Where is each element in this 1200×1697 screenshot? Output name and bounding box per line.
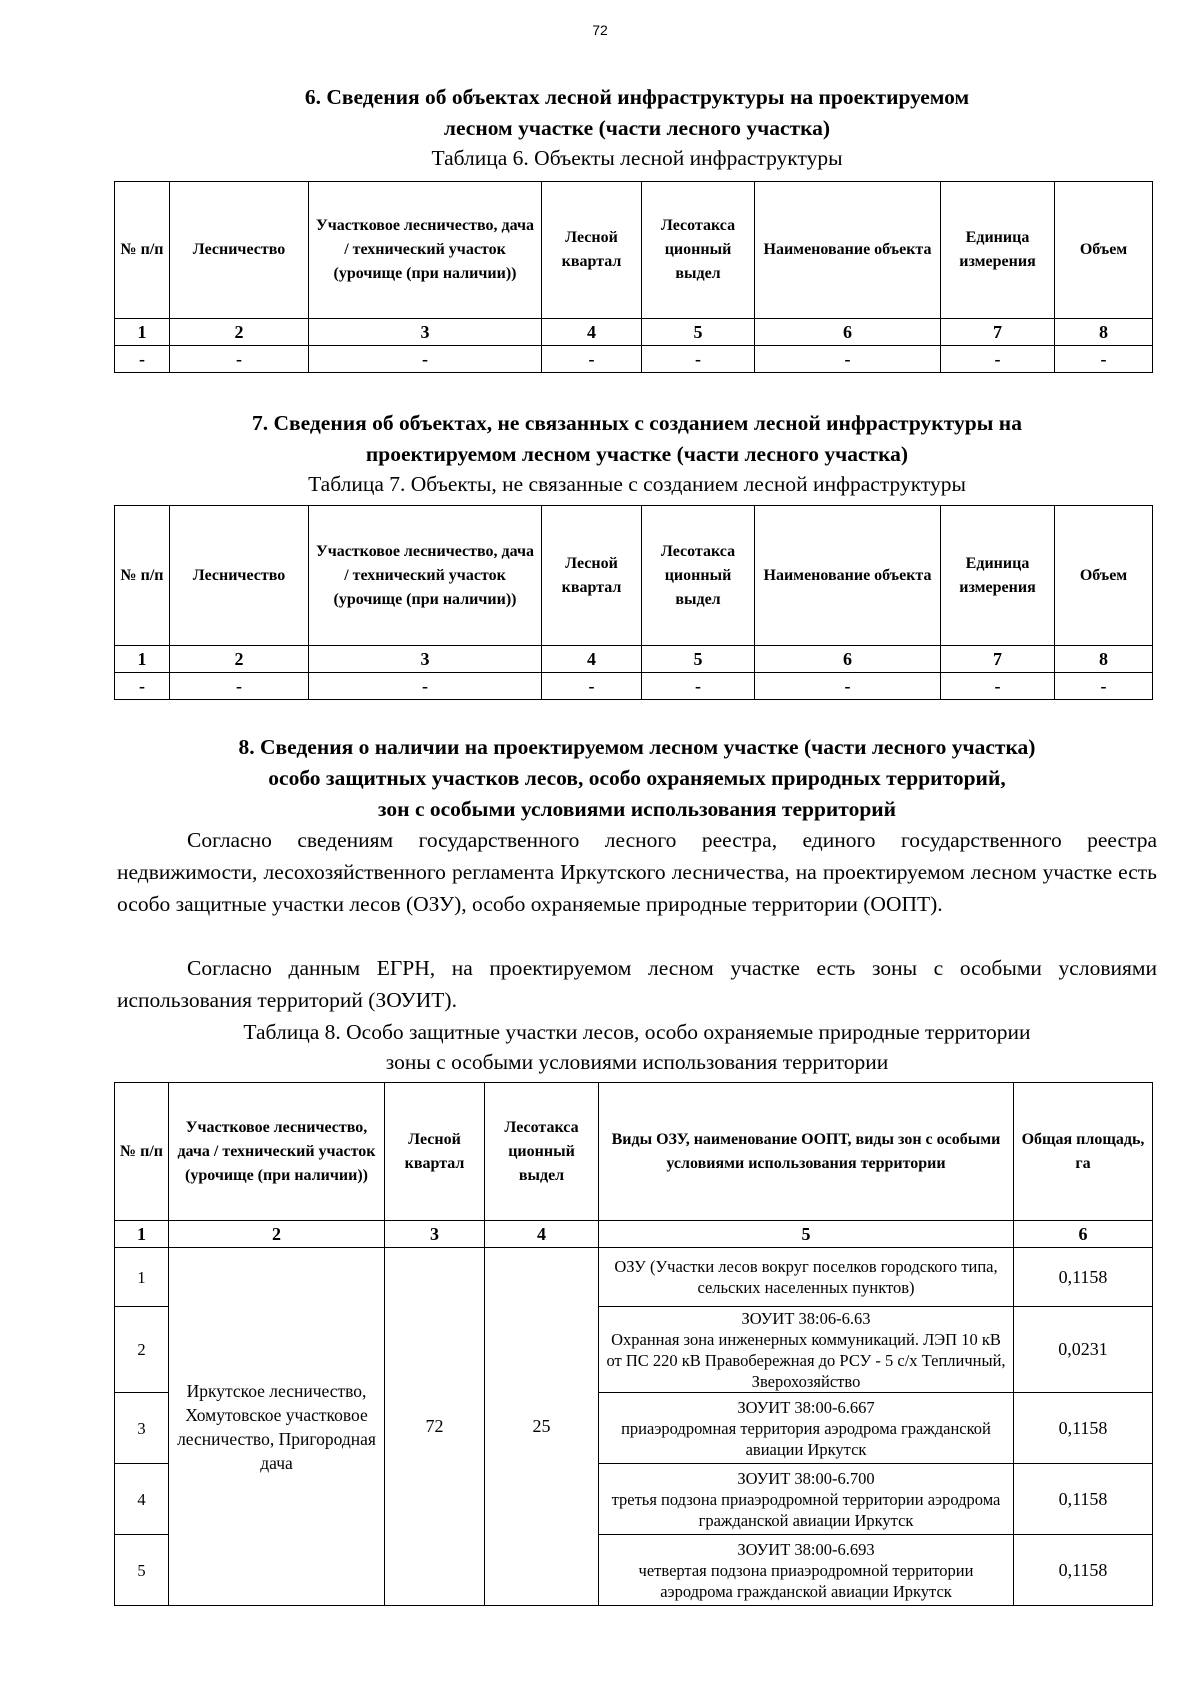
table8-area-cell: 0,1158 <box>1014 1393 1153 1464</box>
table7-cell: - <box>170 673 309 700</box>
table6-number-cell: 2 <box>170 319 309 346</box>
table6-number-row <box>115 319 1153 346</box>
table7-number-cell: 7 <box>941 646 1055 673</box>
table6-cell: - <box>642 346 755 373</box>
table7-header-cell: Лесотакса ционный выдел <box>642 506 755 646</box>
table6-cell: - <box>170 346 309 373</box>
table7 <box>114 505 1153 700</box>
table8 <box>114 1082 1153 1606</box>
table6-number-cell: 5 <box>642 319 755 346</box>
table6 <box>114 181 1153 373</box>
table7-cell: - <box>542 673 642 700</box>
table6-number-cell: 4 <box>542 319 642 346</box>
table7-number-cell: 4 <box>542 646 642 673</box>
table8-row-number: 1 <box>115 1248 169 1307</box>
table6-caption: Таблица 6. Объекты лесной инфраструктуры <box>431 146 843 170</box>
table8-type-cell: ЗОУИТ 38:00-6.667 приаэродромная территория аэродрома гражданской авиации Иркутск <box>599 1393 1014 1464</box>
table6-number-cell: 3 <box>309 319 542 346</box>
table7-cell: - <box>941 673 1055 700</box>
table8-number-cell: 3 <box>385 1221 485 1248</box>
table6-cell: - <box>309 346 542 373</box>
section6-heading <box>117 82 1157 144</box>
section8-heading-line3: зон с особыми условиями использования территорий <box>377 797 897 821</box>
table-row <box>115 1248 1153 1307</box>
table6-header-cell: Участковое лесничество, дача / технический участок (урочище (при наличии)) <box>309 182 542 319</box>
table7-number-cell: 5 <box>642 646 755 673</box>
table6-header-cell: № п/п <box>115 182 170 319</box>
table-row <box>115 346 1153 373</box>
table8-header-cell: Лесной квартал <box>385 1083 485 1221</box>
table8-caption-line1: Таблица 8. Особо защитные участки лесов, особо охраняемые природные территории <box>243 1020 1031 1044</box>
table6-number-cell: 7 <box>941 319 1055 346</box>
table7-header-cell: Лесной квартал <box>542 506 642 646</box>
table7-number-cell: 2 <box>170 646 309 673</box>
table7-number-cell: 3 <box>309 646 542 673</box>
table8-type-cell: ЗОУИТ 38:06-6.63 Охранная зона инженерных коммуникаций. ЛЭП 10 кВ от ПС 220 кВ Правобережная до РСУ - 5 с/х Тепличный, Зверохозяйство <box>599 1307 1014 1393</box>
table8-area-cell: 0,1158 <box>1014 1248 1153 1307</box>
table7-caption: Таблица 7. Объекты, не связанные с созданием лесной инфраструктуры <box>308 472 966 496</box>
section7-heading <box>117 408 1157 470</box>
table7-cell: - <box>642 673 755 700</box>
section7-heading-line1: 7. Сведения об объектах, не связанных с созданием лесной инфраструктуры на <box>252 411 1022 435</box>
table8-caption-line2: зоны с особыми условиями использования территории <box>385 1050 889 1074</box>
table7-number-cell: 8 <box>1055 646 1153 673</box>
table8-header-cell: Общая площадь, га <box>1014 1083 1153 1221</box>
table8-number-cell: 6 <box>1014 1221 1153 1248</box>
table8-header-cell: Лесотакса ционный выдел <box>485 1083 599 1221</box>
table8-number-cell: 4 <box>485 1221 599 1248</box>
page-number: 72 <box>592 22 608 38</box>
section8-paragraph2: Согласно данным ЕГРН, на проектируемом лесном участке есть зоны с особыми условиями использования территорий (ЗОУИТ). <box>117 956 1157 1012</box>
table8-header-cell: Виды ОЗУ, наименование ООПТ, виды зон с особыми условиями использования территории <box>599 1083 1014 1221</box>
section8-paragraph1: Согласно сведениям государственного лесного реестра, единого государственного реестра недвижимости, лесохозяйственного регламента Иркутского лесничества, на проектируемом лесном участке есть особо защитные участки лесов (ОЗУ), особо охраняемые природные территории (ООПТ). <box>117 828 1157 916</box>
table7-number-cell: 1 <box>115 646 170 673</box>
table6-header-cell: Наименование объекта <box>755 182 941 319</box>
table6-number-cell: 1 <box>115 319 170 346</box>
table6-header-cell: Единица измерения <box>941 182 1055 319</box>
table-row <box>115 673 1153 700</box>
section8-heading-line1: 8. Сведения о наличии на проектируемом лесном участке (части лесного участка) <box>238 735 1036 759</box>
section6-heading-line2: лесном участке (части лесного участка) <box>443 116 831 140</box>
table8-row-number: 2 <box>115 1307 169 1393</box>
table7-header-cell: № п/п <box>115 506 170 646</box>
table8-caption <box>117 1017 1157 1077</box>
table8-row-number: 3 <box>115 1393 169 1464</box>
table7-cell: - <box>755 673 941 700</box>
section6-heading-line1: 6. Сведения об объектах лесной инфраструктуры на проектируемом <box>304 85 970 109</box>
table6-header-row <box>115 182 1153 319</box>
table8-type-cell: ЗОУИТ 38:00-6.700 третья подзона приаэродромной территории аэродрома гражданской авиации Иркутск <box>599 1464 1014 1535</box>
table6-cell: - <box>755 346 941 373</box>
table8-type-cell: ОЗУ (Участки лесов вокруг поселков городского типа, сельских населенных пунктов) <box>599 1248 1014 1307</box>
table6-cell: - <box>115 346 170 373</box>
table7-cell: - <box>309 673 542 700</box>
table7-header-cell: Участковое лесничество, дача / технический участок (урочище (при наличии)) <box>309 506 542 646</box>
table8-number-cell: 5 <box>599 1221 1014 1248</box>
section8-heading-line2: особо защитных участков лесов, особо охраняемых природных территорий, <box>268 766 1006 790</box>
table8-area-cell: 0,1158 <box>1014 1464 1153 1535</box>
table6-header-cell: Лесничество <box>170 182 309 319</box>
table7-number-row <box>115 646 1153 673</box>
table8-location-cell: Иркутское лесничество, Хомутовское участковое лесничество, Пригородная дача <box>169 1248 385 1606</box>
table7-header-cell: Единица измерения <box>941 506 1055 646</box>
table8-row-number: 4 <box>115 1464 169 1535</box>
table7-header-cell: Объем <box>1055 506 1153 646</box>
table6-number-cell: 6 <box>755 319 941 346</box>
table8-header-cell: № п/п <box>115 1083 169 1221</box>
table8-type-cell: ЗОУИТ 38:00-6.693 четвертая подзона приаэродромной территории аэродрома гражданской авиации Иркутск <box>599 1535 1014 1606</box>
table8-vydel-cell: 25 <box>485 1248 599 1606</box>
table8-row-number: 5 <box>115 1535 169 1606</box>
table8-area-cell: 0,1158 <box>1014 1535 1153 1606</box>
table6-cell: - <box>941 346 1055 373</box>
table7-cell: - <box>1055 673 1153 700</box>
table7-header-cell: Лесничество <box>170 506 309 646</box>
table7-header-cell: Наименование объекта <box>755 506 941 646</box>
table6-header-cell: Объем <box>1055 182 1153 319</box>
table6-number-cell: 8 <box>1055 319 1153 346</box>
table8-header-row <box>115 1083 1153 1221</box>
table8-number-cell: 1 <box>115 1221 169 1248</box>
table8-number-cell: 2 <box>169 1221 385 1248</box>
table6-cell: - <box>542 346 642 373</box>
table8-number-row <box>115 1221 1153 1248</box>
table6-cell: - <box>1055 346 1153 373</box>
table6-header-cell: Лесотакса ционный выдел <box>642 182 755 319</box>
table8-area-cell: 0,0231 <box>1014 1307 1153 1393</box>
table8-kvartal-cell: 72 <box>385 1248 485 1606</box>
table7-header-row <box>115 506 1153 646</box>
table7-number-cell: 6 <box>755 646 941 673</box>
table6-header-cell: Лесной квартал <box>542 182 642 319</box>
table8-header-cell: Участковое лесничество, дача / технический участок (урочище (при наличии)) <box>169 1083 385 1221</box>
table7-cell: - <box>115 673 170 700</box>
section7-heading-line2: проектируемом лесном участке (части лесного участка) <box>365 442 909 466</box>
section8-heading <box>117 732 1157 825</box>
